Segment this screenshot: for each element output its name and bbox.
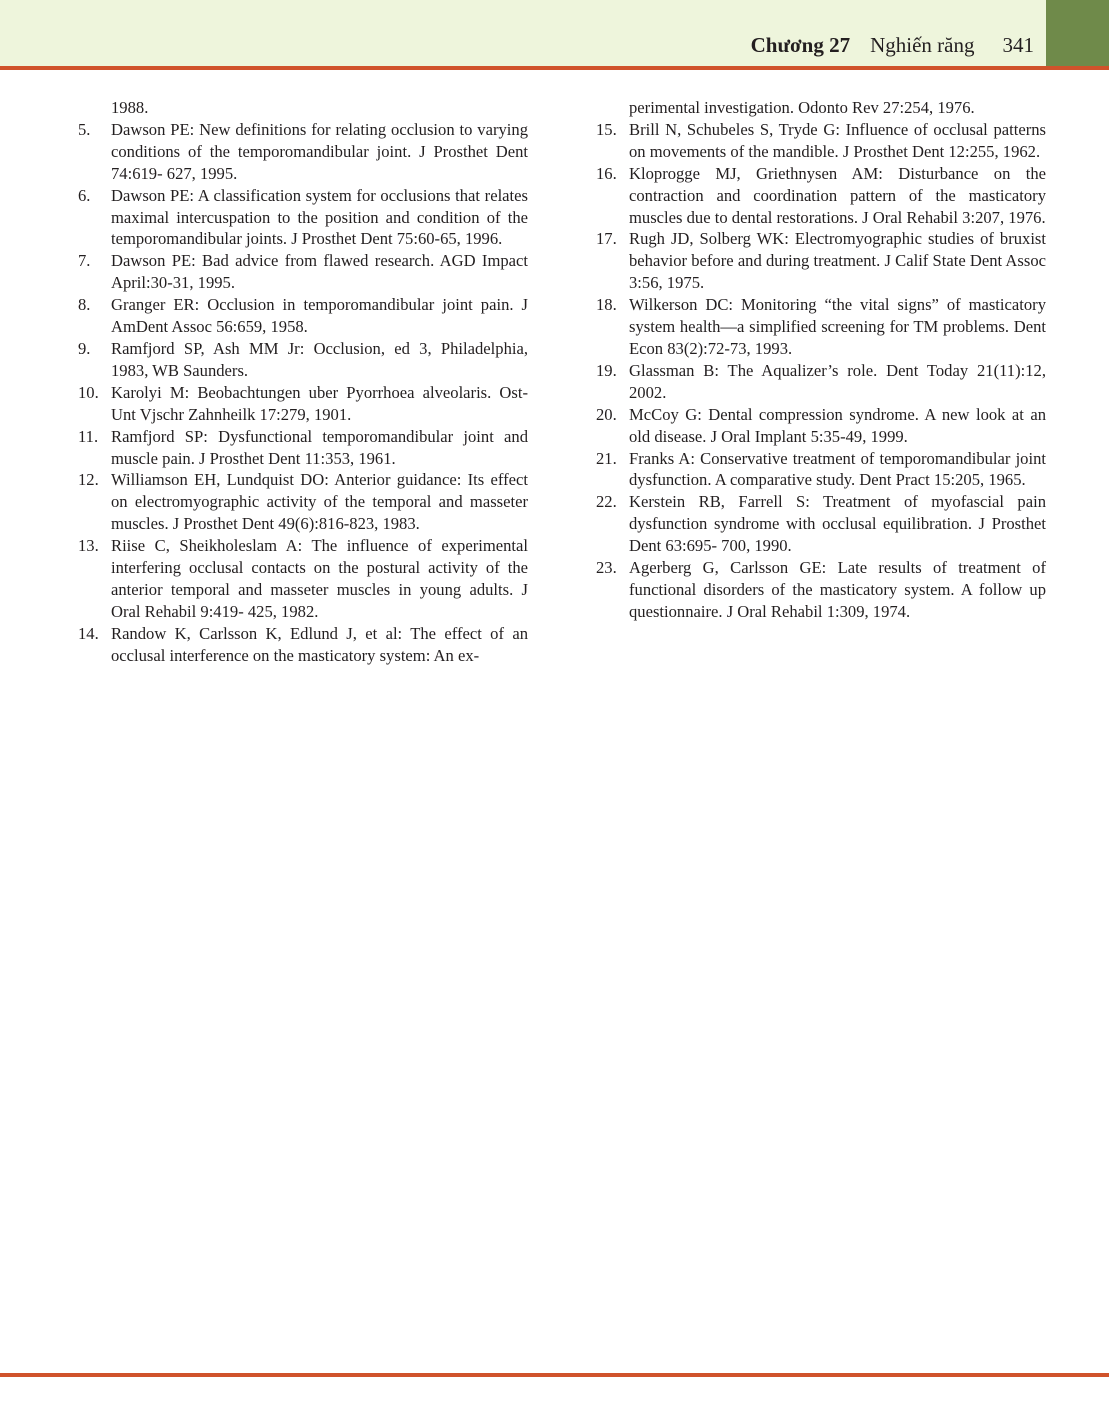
reference-text: Wilkerson DC: Monitoring “the vital signs” of masticatory system health—a simplified screening for TM problems. Dent Econ 83(2):72-73, 1993. [629, 295, 1046, 358]
reference-text: 1988. [111, 98, 149, 117]
reference-text: perimental investigation. Odonto Rev 27:254, 1976. [629, 98, 975, 117]
chapter-label: Chương 27 [750, 33, 851, 57]
reference-number [596, 97, 629, 119]
reference-number: 14. [78, 623, 99, 643]
reference-text: Glassman B: The Aqualizer’s role. Dent Today 21(11):12, 2002. [629, 360, 1046, 402]
reference-number: 13. [78, 536, 99, 556]
header-rule [0, 66, 1109, 70]
references-left-column [78, 97, 528, 667]
reference-text: Ramfjord SP, Ash MM Jr: Occlusion, ed 3, Philadelphia, 1983, WB Saunders. [111, 338, 528, 380]
reference-number: 10. [78, 382, 99, 402]
reference-text: Dawson PE: Bad advice from flawed research. AGD Impact April:30-31, 1995. [111, 251, 528, 293]
reference-entry [596, 491, 1046, 557]
chapter-title: Nghiến răng [870, 33, 975, 57]
reference-entry [78, 382, 528, 426]
reference-entry [596, 97, 1046, 119]
header-color-tab [1046, 0, 1109, 66]
reference-number: 22. [596, 492, 617, 512]
reference-text: Williamson EH, Lundquist DO: Anterior guidance: Its effect on electromyographic activity of the temporal and masseter muscles. J Prosthet Dent 49(6):816-823, 1983. [111, 470, 528, 534]
reference-entry [596, 294, 1046, 360]
reference-entry [78, 535, 528, 623]
reference-text: Agerberg G, Carlsson GE: Late results of treatment of functional disorders of the masticatory system. A follow up questionnaire. J Oral Rehabil 1:309, 1974. [629, 558, 1046, 621]
reference-text: Dawson PE: A classification system for occlusions that relates maximal intercuspation to the position and condition of the temporomandibular joints. J Prosthet Dent 75:60-65, 1996. [111, 185, 528, 249]
reference-number: 9. [78, 338, 91, 358]
reference-number: 17. [596, 229, 617, 249]
reference-text: Karolyi M: Beobachtungen uber Pyorrhoea alveolaris. Ost-Unt Vjschr Zahnheilk 17:279, 1901. [111, 382, 528, 424]
footer-rule [0, 1373, 1109, 1377]
reference-entry [78, 97, 528, 119]
reference-entry [596, 557, 1046, 623]
references-right-column [596, 97, 1046, 623]
reference-text: Granger ER: Occlusion in temporomandibular joint pain. J AmDent Assoc 56:659, 1958. [111, 295, 528, 337]
reference-entry [596, 360, 1046, 404]
reference-text: Ramfjord SP: Dysfunctional temporomandibular joint and muscle pain. J Prosthet Dent 11:353, 1961. [111, 426, 528, 468]
reference-entry [596, 228, 1046, 294]
reference-number: 5. [78, 119, 91, 139]
reference-text: Kloprogge MJ, Griethnysen AM: Disturbance on the contraction and coordination pattern of the masticatory muscles due to dental restorations. J Oral Rehabil 3:207, 1976. [629, 163, 1046, 227]
reference-number: 12. [78, 470, 99, 490]
reference-entry [78, 426, 528, 470]
reference-text: Rugh JD, Solberg WK: Electromyographic studies of bruxist behavior before and during treatment. J Calif State Dent Assoc 3:56, 1975. [629, 229, 1046, 293]
reference-number: 23. [596, 558, 617, 578]
reference-entry [78, 185, 528, 251]
reference-entry [78, 294, 528, 338]
reference-text: Dawson PE: New definitions for relating occlusion to varying conditions of the temporomandibular joint. J Prosthet Dent 74:619- 627, 1995. [111, 119, 528, 183]
reference-number: 19. [596, 360, 617, 380]
page-number: 341 [1002, 33, 1034, 57]
reference-number: 21. [596, 448, 617, 468]
reference-text: Kerstein RB, Farrell S: Treatment of myofascial pain dysfunction syndrome with occlusal equilibration. J Prosthet Dent 63:695- 700, 1990. [629, 492, 1046, 556]
reference-entry [596, 448, 1046, 492]
reference-text: Randow K, Carlsson K, Edlund J, et al: The effect of an occlusal interference on the masticatory system: An ex- [111, 623, 528, 665]
reference-number: 11. [78, 426, 99, 446]
reference-text: Riise C, Sheikholeslam A: The influence of experimental interfering occlusal contacts on the postural activity of the anterior temporal and masseter muscles in young adults. J Oral Rehabil 9:419- 425, 1982. [111, 536, 528, 621]
reference-number: 16. [596, 163, 617, 183]
reference-text: McCoy G: Dental compression syndrome. A new look at an old disease. J Oral Implant 5:35-49, 1999. [629, 404, 1046, 446]
reference-entry [78, 250, 528, 294]
reference-entry [596, 163, 1046, 229]
reference-entry [78, 469, 528, 535]
reference-number: 18. [596, 295, 617, 315]
reference-number: 15. [596, 119, 617, 139]
running-header [751, 33, 1034, 58]
reference-number: 20. [596, 404, 617, 424]
reference-entry [596, 119, 1046, 163]
reference-entry [78, 119, 528, 185]
reference-number: 7. [78, 251, 91, 271]
reference-entry [596, 404, 1046, 448]
reference-entry [78, 338, 528, 382]
reference-text: Brill N, Schubeles S, Tryde G: Influence of occlusal patterns on movements of the mandible. J Prosthet Dent 12:255, 1962. [629, 119, 1046, 161]
reference-number: 8. [78, 295, 91, 315]
reference-entry [78, 623, 528, 667]
reference-number [78, 97, 111, 119]
reference-text: Franks A: Conservative treatment of temporomandibular joint dysfunction. A comparative study. Dent Pract 15:205, 1965. [629, 448, 1046, 490]
reference-number: 6. [78, 185, 91, 205]
